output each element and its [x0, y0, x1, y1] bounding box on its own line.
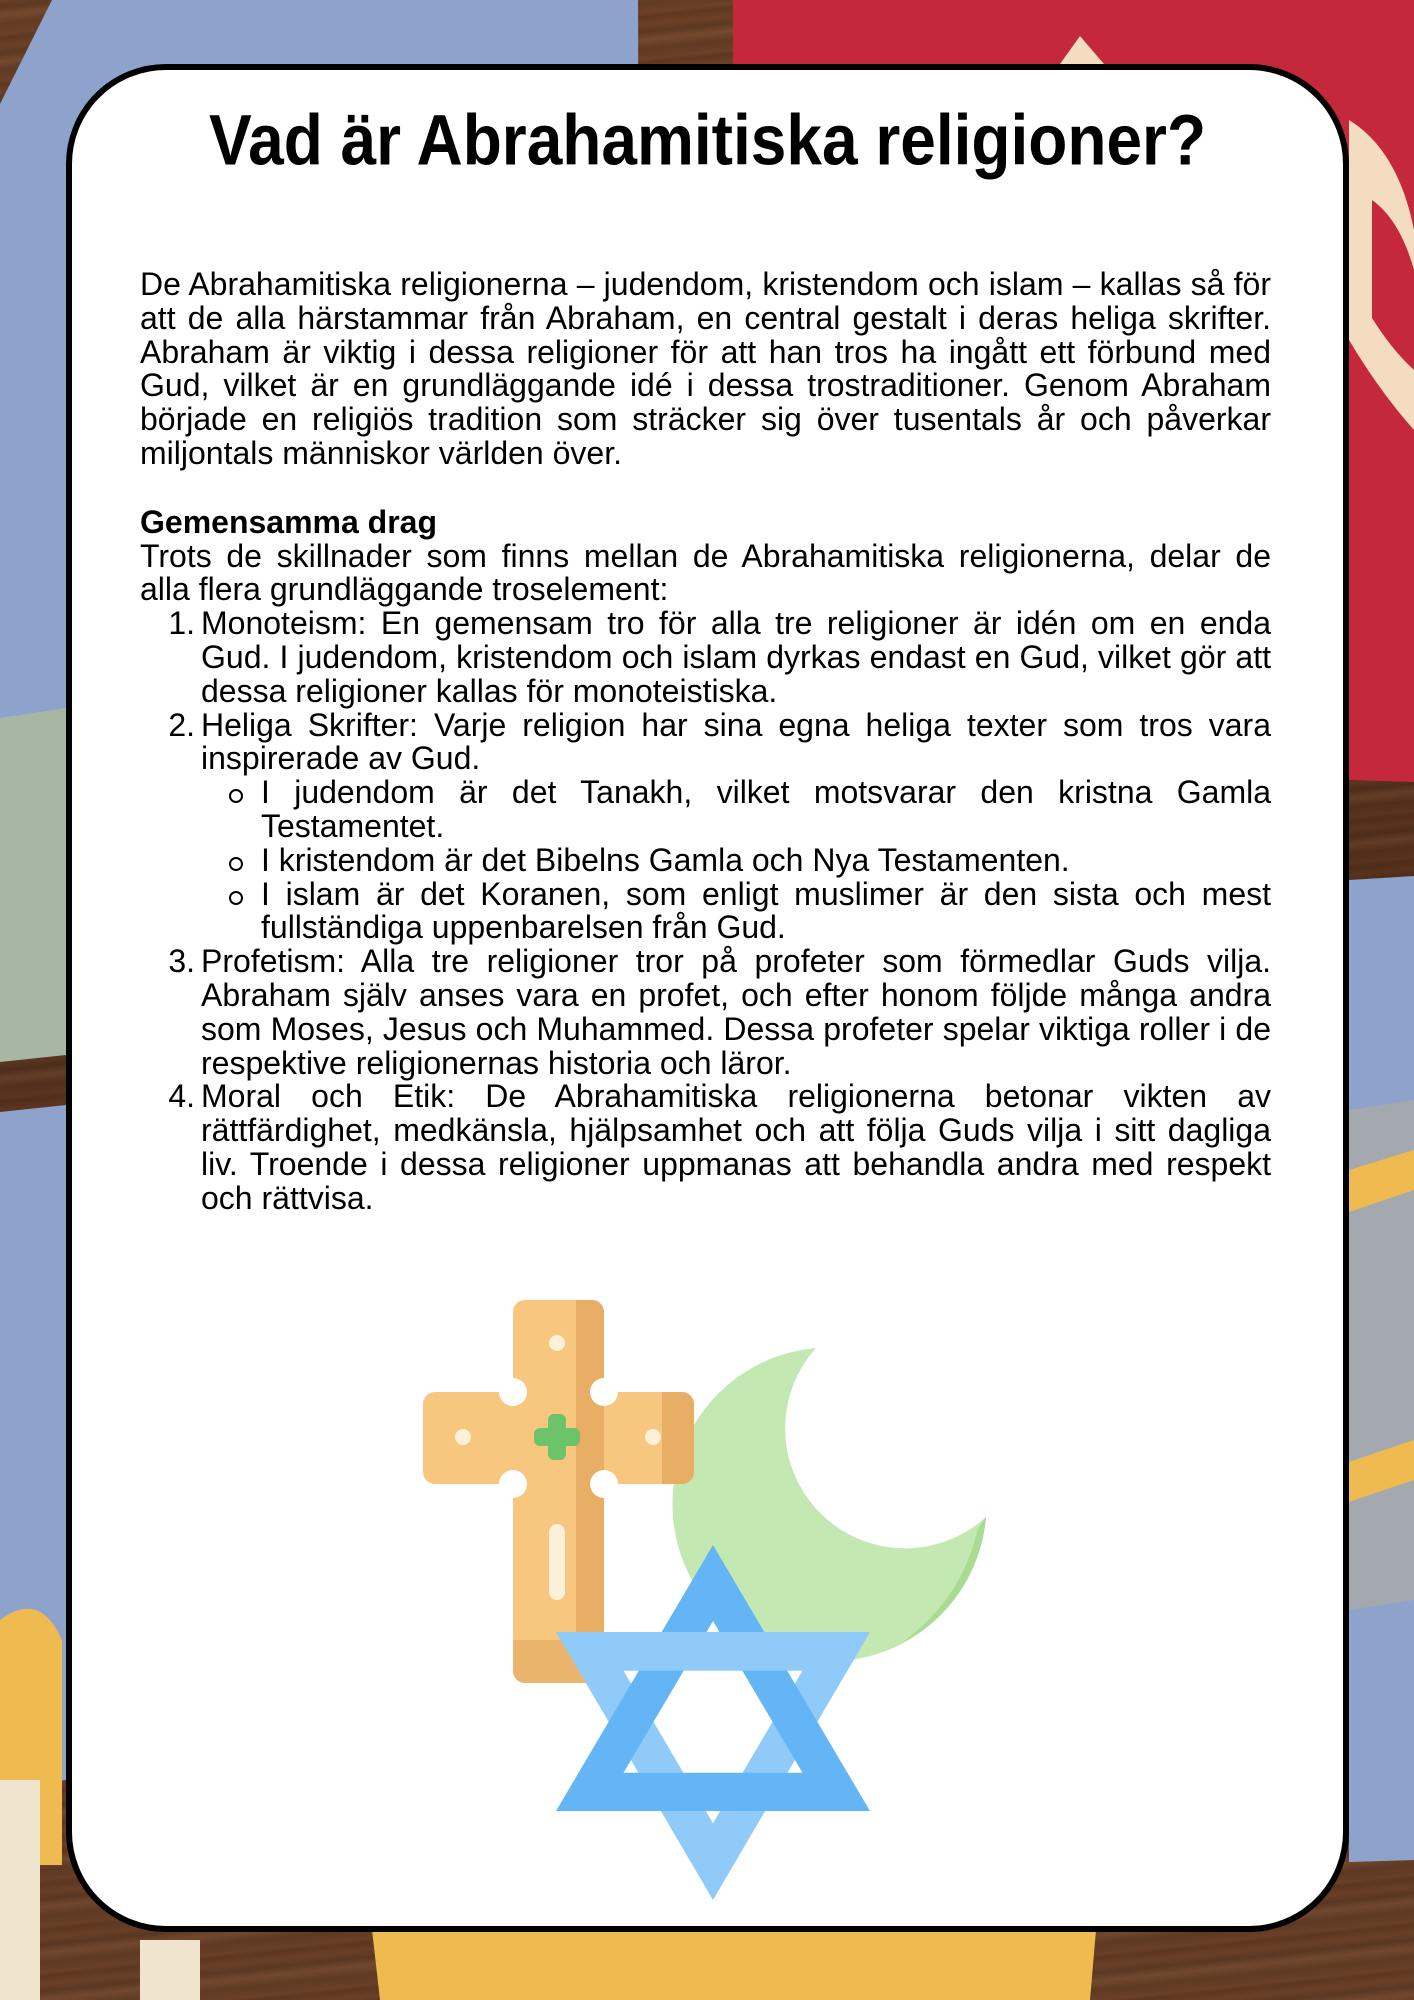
common-traits-list	[140, 607, 1271, 1215]
page-title: Vad är Abrahamitiska religioner?	[208, 99, 1207, 181]
circle-bullet-icon	[229, 857, 243, 871]
list-item-text: Profetism: Alla tre religioner tror på profeter som förmedlar Guds vilja. Abraham själv anses vara en profet, och efter honom följde många andra som Moses, Jesus och Muhammed. Dessa profeter spelar viktiga roller i de respektive religionernas historia och läror.	[201, 943, 1271, 1081]
scriptures-sublist	[201, 776, 1271, 945]
list-item-text: Moral och Etik: De Abrahamitiska religionerna betonar vikten av rättfärdighet, medkänsla, hjälpsamhet och att följa Guds vilja i sitt dagliga liv. Troende i dessa religioner uppmanas att behandla andra med respekt och rättvisa.	[201, 1078, 1271, 1216]
religions-illustration	[400, 1280, 1020, 1920]
list-item-number: 1.	[168, 605, 195, 642]
sublist-item	[201, 875, 1271, 946]
sublist-item	[201, 776, 1271, 844]
cream-shape-bottom-left-2	[140, 1940, 200, 2000]
sublist-item	[201, 841, 1271, 878]
list-item-number: 4.	[168, 1078, 195, 1115]
list-item	[140, 607, 1271, 708]
list-item	[140, 945, 1271, 1080]
sublist-item-text: I kristendom är det Bibelns Gamla och Nya Testamenten.	[261, 841, 1070, 878]
gray-green-paper-left	[0, 708, 66, 1062]
intro-paragraph: De Abrahamitiska religionerna – judendom, kristendom och islam – kallas så för att de alla härstammar från Abraham, en central gestalt i deras heliga skrifter. Abraham är viktig i dessa religioner för att han tros ha ingått ett förbund med Gud, vilket är en grundläggande idé i dessa trostraditioner. Genom Abraham började en religiös tradition som sträcker sig över tusentals år och påverkar miljontals människor världen över.	[140, 266, 1271, 471]
section-lead: Trots de skillnader som finns mellan de Abrahamitiska religionerna, delar de alla flera grundläggande troselement:	[140, 537, 1271, 608]
list-item-text: Heliga Skrifter: Varje religion har sina egna heliga texter som tros vara inspirerade av Gud.	[201, 706, 1271, 777]
list-item-number: 3.	[168, 943, 195, 980]
cross-icon	[423, 1300, 694, 1683]
sublist-item-text: I islam är det Koranen, som enligt muslimer är den sista och mest fullständiga uppenbarelsen från Gud.	[261, 875, 1271, 946]
yellow-paper-bottom	[372, 1930, 1096, 2000]
article-body	[140, 268, 1271, 1216]
circle-bullet-icon	[229, 789, 243, 803]
circle-bullet-icon	[229, 891, 243, 905]
list-item-number: 2.	[168, 706, 195, 743]
list-item-text: Monoteism: En gemensam tro för alla tre religioner är idén om en enda Gud. I judendom, kristendom och islam dyrkas endast en Gud, vilket gör att dessa religioner kallas för monoteistiska.	[201, 605, 1271, 709]
list-item	[140, 706, 1271, 946]
cream-shape-bottom-left	[0, 1780, 40, 2000]
section-heading: Gemensamma drag	[140, 503, 438, 540]
sublist-item-text: I judendom är det Tanakh, vilket motsvarar den kristna Gamla Testamentet.	[261, 774, 1271, 844]
list-item	[140, 1080, 1271, 1215]
